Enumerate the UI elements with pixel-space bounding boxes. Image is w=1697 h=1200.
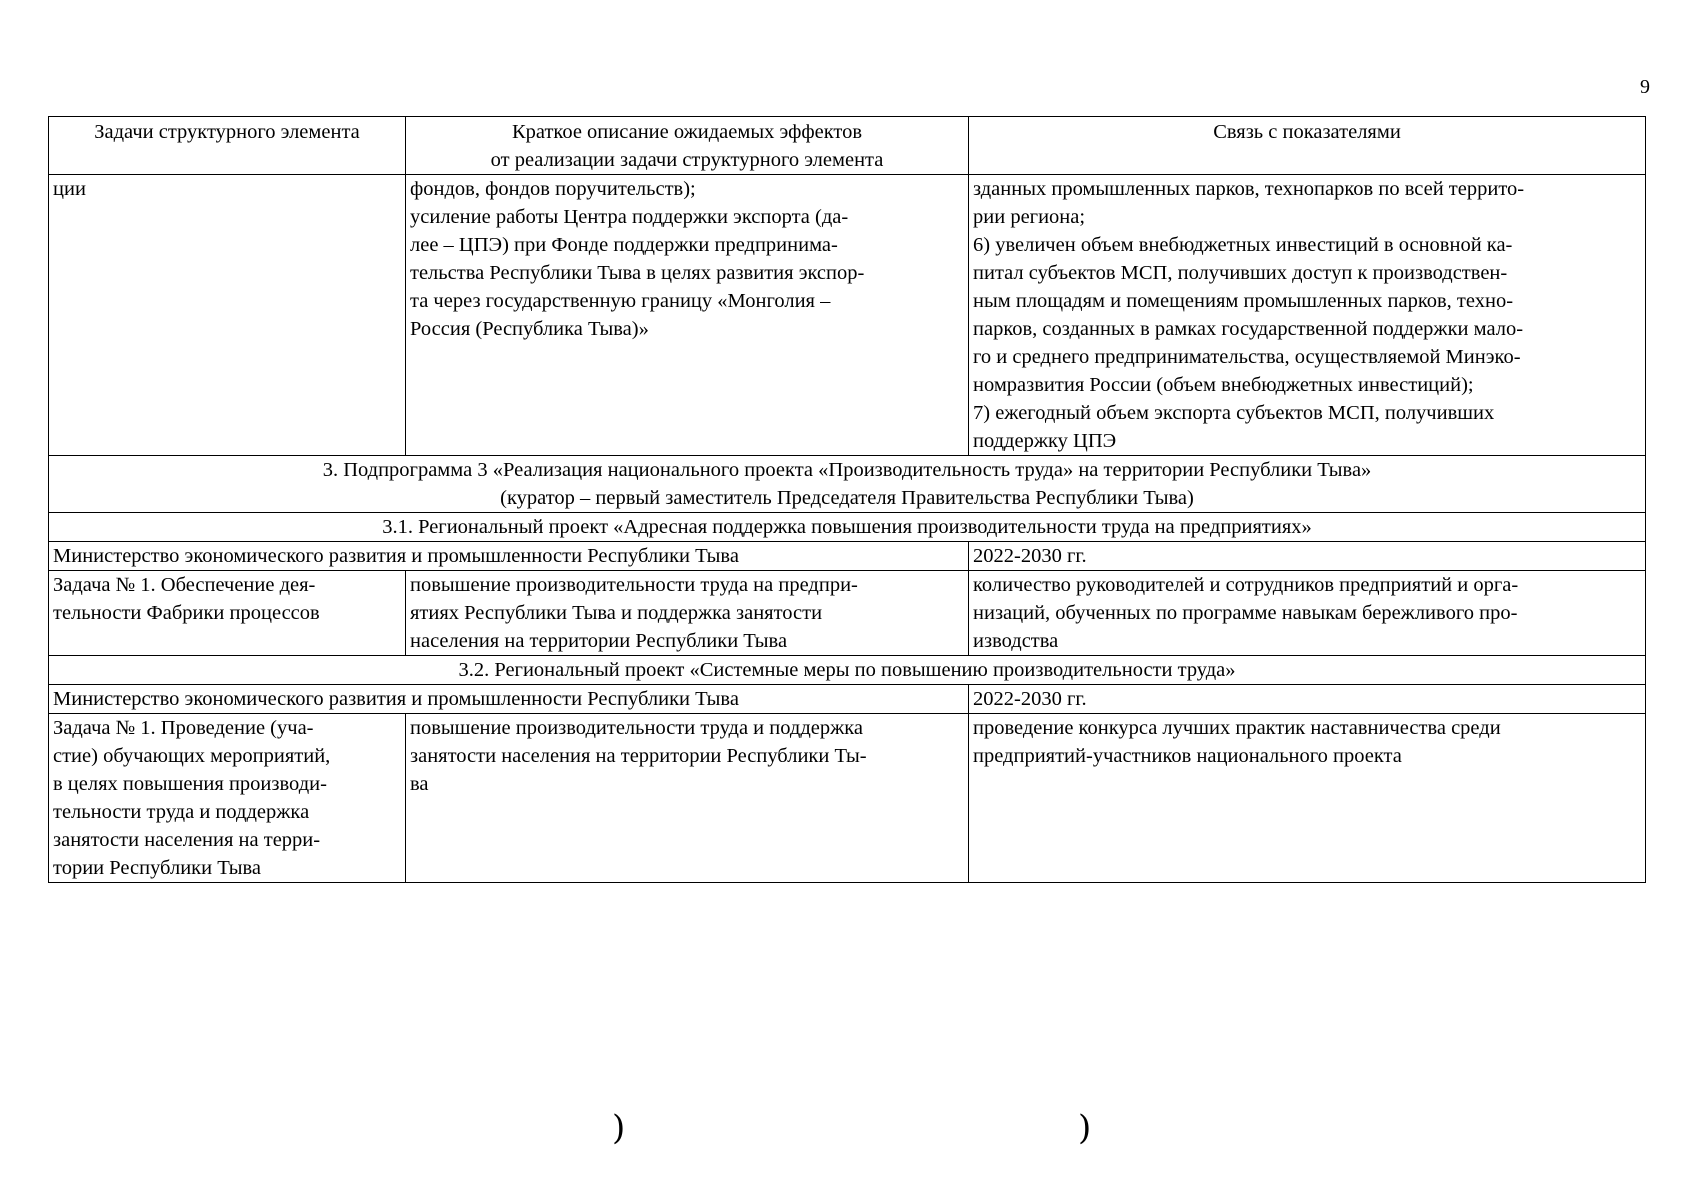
project-1-effects: повышение производительности труда на предпри- ятиях Республики Тыва и поддержка занятости населения на территории Республики Тыва: [406, 571, 969, 656]
project-title-row: [49, 656, 1646, 685]
project-1-period: 2022-2030 гг.: [969, 542, 1646, 571]
project-2-title: 3.2. Региональный проект «Системные меры по повышению производительности труда»: [49, 656, 1646, 685]
header-effects: Краткое описание ожидаемых эффектов от реализации задачи структурного элемента: [406, 117, 969, 175]
project-2-task: Задача № 1. Проведение (уча- стие) обучающих мероприятий, в целях повышения производи- тельности труда и поддержка занятости населения на терри- тории Республики Тыва: [49, 714, 406, 883]
page-number: 9: [1640, 76, 1650, 98]
project-1-indicators: количество руководителей и сотрудников предприятий и орга- низаций, обученных по программе навыкам бережливого про- изводства: [969, 571, 1646, 656]
subprogram-title: 3. Подпрограмма 3 «Реализация национального проекта «Производительность труда» на территории Республики Тыва» (куратор – первый заместитель Председателя Правительства Республики Тыва): [49, 456, 1646, 513]
table-row: [49, 714, 1646, 883]
table-row: [49, 175, 1646, 456]
table-header-row: [49, 117, 1646, 175]
project-2-responsible: Министерство экономического развития и промышленности Республики Тыва: [49, 685, 969, 714]
footer-mark-left: ): [612, 1108, 626, 1148]
project-1-title: 3.1. Региональный проект «Адресная поддержка повышения производительности труда на предприятиях»: [49, 513, 1646, 542]
project-1-responsible: Министерство экономического развития и промышленности Республики Тыва: [49, 542, 969, 571]
header-tasks: Задачи структурного элемента: [49, 117, 406, 175]
program-table: [48, 116, 1646, 883]
project-2-period: 2022-2030 гг.: [969, 685, 1646, 714]
table-row: [49, 571, 1646, 656]
responsible-row: [49, 685, 1646, 714]
responsible-row: [49, 542, 1646, 571]
project-2-indicators: проведение конкурса лучших практик наставничества среди предприятий-участников национального проекта: [969, 714, 1646, 883]
project-title-row: [49, 513, 1646, 542]
cell-indicators: зданных промышленных парков, технопарков по всей террито- рии региона; 6) увеличен объем внебюджетных инвестиций в основной ка- питал субъектов МСП, получивших доступ к производствен- ным площадям и помещениям промышленных парков, техно- парков, созданных в рамках государственной поддержки мало- го и среднего предпринимательства, осуществляемой Минэко- номразвития России (объем внебюджетных инвестиций); 7) ежегодный объем экспорта субъектов МСП, получивших поддержку ЦПЭ: [969, 175, 1646, 456]
cell-task: ции: [49, 175, 406, 456]
project-1-task: Задача № 1. Обеспечение дея- тельности Фабрики процессов: [49, 571, 406, 656]
header-indicators: Связь с показателями: [969, 117, 1646, 175]
footer-mark-right: ): [1078, 1108, 1092, 1148]
subprogram-row: [49, 456, 1646, 513]
cell-effects: фондов, фондов поручительств); усиление работы Центра поддержки экспорта (да- лее – ЦПЭ) при Фонде поддержки предпринима- тельства Республики Тыва в целях развития экспор- та через государственную границу «Монголия – Россия (Республика Тыва)»: [406, 175, 969, 456]
project-2-effects: повышение производительности труда и поддержка занятости населения на территории Республики Ты- ва: [406, 714, 969, 883]
